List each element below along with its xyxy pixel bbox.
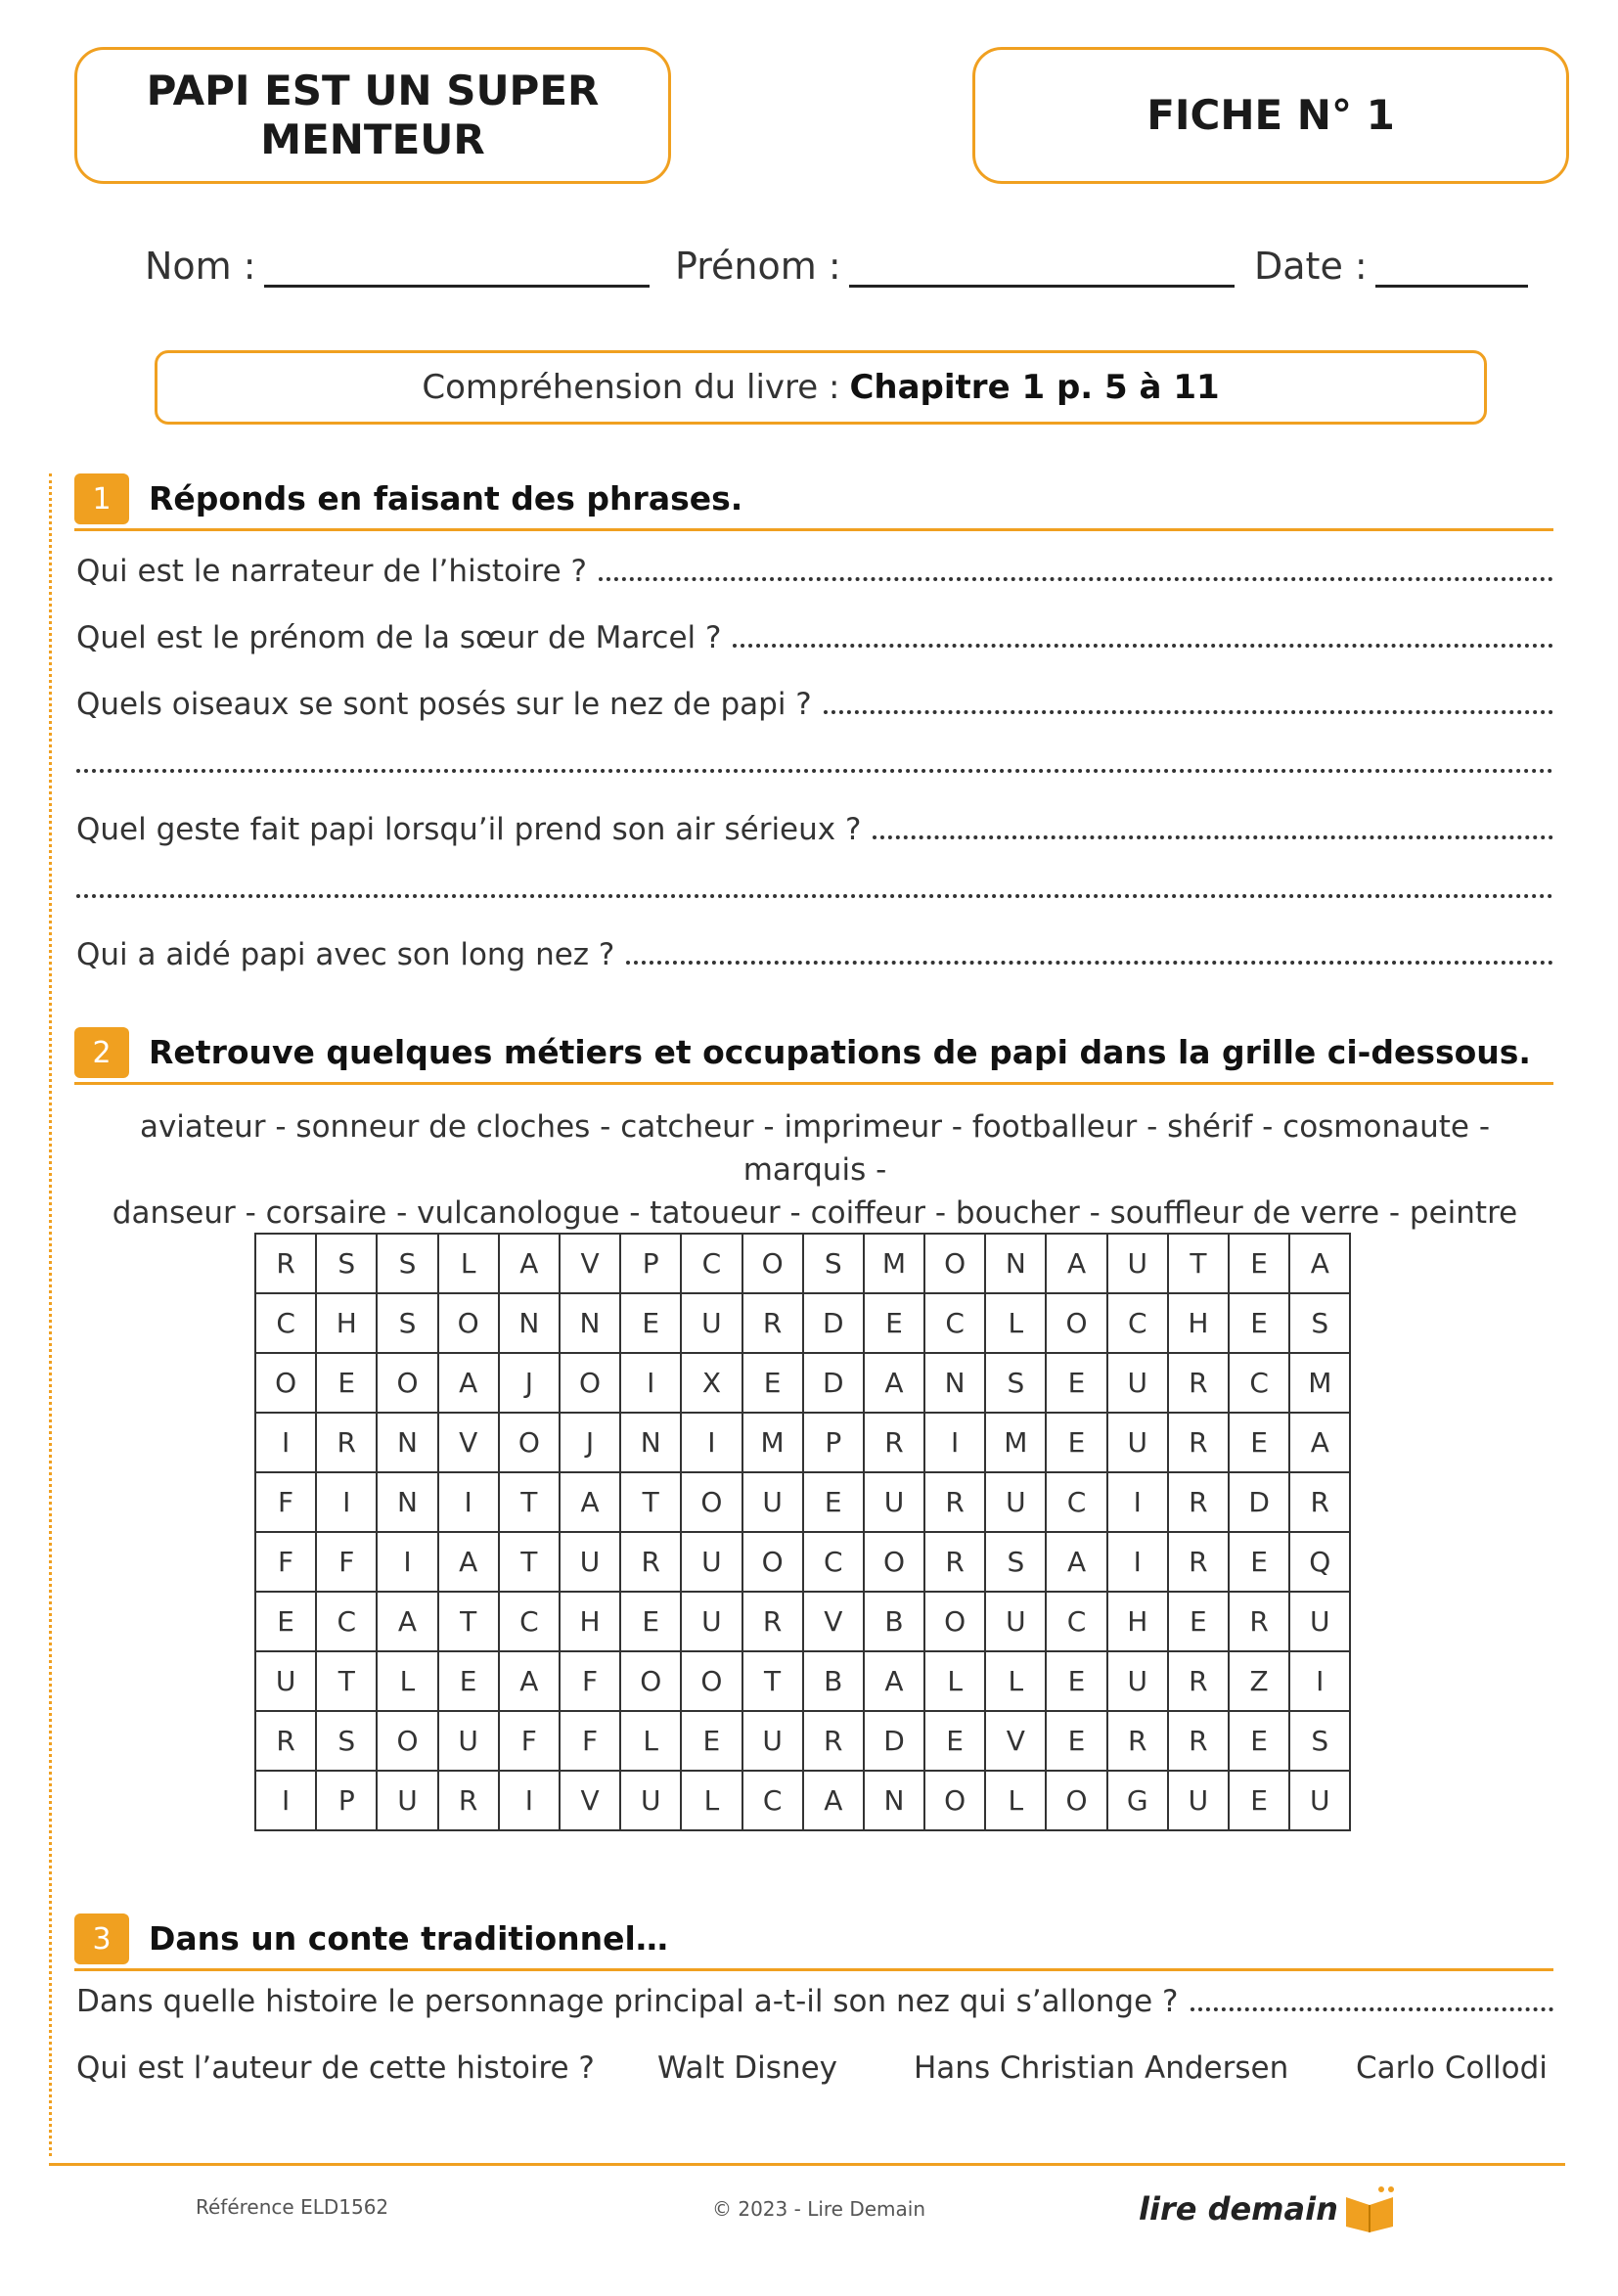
question-1-text: Qui est le narrateur de l’histoire ? [76,554,588,589]
grid-cell[interactable]: M [742,1413,803,1472]
grid-cell[interactable]: R [1168,1651,1229,1711]
chapter-prefix: Compréhension du livre : [422,368,840,407]
grid-cell[interactable]: C [255,1293,316,1353]
grid-row [255,1651,1350,1711]
grid-cell[interactable]: E [1046,1413,1106,1472]
grid-cell[interactable]: I [316,1472,377,1532]
grid-cell[interactable]: F [499,1711,560,1771]
grid-cell[interactable]: O [681,1651,742,1711]
chapter-title: Chapitre 1 p. 5 à 11 [849,368,1220,407]
name-field[interactable] [145,245,650,288]
grid-cell[interactable]: D [1229,1472,1289,1532]
book-icon [1342,2183,1397,2234]
grid-cell[interactable]: S [803,1234,864,1293]
grid-cell[interactable]: R [1168,1711,1229,1771]
grid-cell[interactable]: M [985,1413,1046,1472]
grid-cell[interactable]: Z [1229,1651,1289,1711]
grid-cell[interactable]: F [316,1532,377,1592]
grid-cell[interactable]: N [560,1293,620,1353]
grid-cell[interactable]: E [255,1592,316,1651]
grid-cell[interactable]: E [864,1293,924,1353]
question-4[interactable] [76,812,1553,847]
grid-cell[interactable]: U [681,1293,742,1353]
grid-cell[interactable]: C [1046,1472,1106,1532]
grid-cell[interactable]: A [864,1353,924,1413]
grid-cell[interactable]: S [316,1711,377,1771]
question-1[interactable] [76,554,1553,589]
section-3-title: Dans un conte traditionnel… [149,1919,668,1958]
grid-cell[interactable]: U [1107,1234,1168,1293]
word-list [76,1105,1553,1235]
grid-cell[interactable]: N [985,1234,1046,1293]
grid-cell[interactable]: V [560,1234,620,1293]
grid-row [255,1592,1350,1651]
grid-cell[interactable]: E [1046,1353,1106,1413]
grid-cell[interactable]: F [560,1651,620,1711]
grid-cell[interactable]: E [1229,1711,1289,1771]
grid-cell[interactable]: R [742,1592,803,1651]
grid-cell[interactable]: O [924,1592,985,1651]
grid-cell[interactable]: C [681,1234,742,1293]
grid-cell[interactable]: L [985,1293,1046,1353]
grid-cell[interactable]: H [560,1592,620,1651]
title-line-2: MENTEUR [260,115,485,163]
grid-cell[interactable]: C [803,1532,864,1592]
answer-line-extra[interactable] [76,769,1553,773]
grid-cell[interactable]: V [985,1711,1046,1771]
grid-cell[interactable]: A [560,1472,620,1532]
answer-line[interactable] [626,947,1553,965]
grid-cell[interactable]: N [377,1413,437,1472]
grid-cell[interactable]: V [803,1592,864,1651]
grid-cell[interactable]: A [803,1771,864,1830]
question-2[interactable] [76,620,1553,655]
grid-row [255,1234,1350,1293]
grid-cell[interactable]: R [438,1771,499,1830]
grid-cell[interactable]: T [1168,1234,1229,1293]
grid-cell[interactable]: F [255,1532,316,1592]
grid-cell[interactable]: A [1046,1532,1106,1592]
date-line[interactable] [1375,253,1528,288]
grid-cell[interactable]: C [742,1771,803,1830]
grid-cell[interactable]: T [742,1651,803,1711]
grid-cell[interactable]: U [742,1472,803,1532]
section-3-header [74,1913,1553,1971]
grid-cell[interactable]: R [316,1413,377,1472]
grid-cell[interactable]: U [1289,1771,1350,1830]
answer-line-extra[interactable] [76,894,1553,898]
grid-cell[interactable]: E [438,1651,499,1711]
name-line[interactable] [264,253,650,288]
question-tale-text: Dans quelle histoire le personnage principal a-t-il son nez qui s’allonge ? [76,1984,1179,2019]
grid-cell[interactable]: M [864,1234,924,1293]
firstname-line[interactable] [849,253,1235,288]
grid-cell[interactable]: L [438,1234,499,1293]
grid-cell[interactable]: P [316,1771,377,1830]
grid-cell[interactable]: B [803,1651,864,1711]
grid-cell[interactable]: U [560,1532,620,1592]
grid-cell[interactable]: R [1289,1472,1350,1532]
grid-cell[interactable]: O [742,1234,803,1293]
grid-cell[interactable]: S [316,1234,377,1293]
grid-cell[interactable]: D [803,1293,864,1353]
section-1-number: 1 [74,473,129,524]
grid-cell[interactable]: I [499,1771,560,1830]
author-option-3[interactable]: Carlo Collodi [1356,2050,1548,2086]
grid-cell[interactable]: A [1289,1234,1350,1293]
grid-row [255,1472,1350,1532]
grid-cell[interactable]: U [438,1711,499,1771]
grid-cell[interactable]: U [620,1771,681,1830]
grid-cell[interactable]: I [255,1771,316,1830]
grid-cell[interactable]: R [1168,1532,1229,1592]
grid-cell[interactable]: I [377,1532,437,1592]
grid-cell[interactable]: N [864,1771,924,1830]
grid-cell[interactable]: D [803,1353,864,1413]
grid-cell[interactable]: C [316,1592,377,1651]
grid-cell[interactable]: R [864,1413,924,1472]
grid-cell[interactable]: P [803,1413,864,1472]
grid-cell[interactable]: I [924,1413,985,1472]
grid-cell[interactable]: C [1046,1592,1106,1651]
grid-cell[interactable]: I [1107,1532,1168,1592]
grid-cell[interactable]: X [681,1353,742,1413]
grid-cell[interactable]: R [255,1711,316,1771]
question-2-text: Quel est le prénom de la sœur de Marcel ? [76,620,722,655]
left-margin-dots [49,473,52,2156]
grid-cell[interactable]: A [438,1353,499,1413]
logo-text: lire demain [1139,2190,1338,2228]
grid-cell[interactable]: I [681,1413,742,1472]
grid-cell[interactable]: T [620,1472,681,1532]
grid-row [255,1771,1350,1830]
grid-cell[interactable]: R [1107,1711,1168,1771]
section-2-title: Retrouve quelques métiers et occupations de papi dans la grille ci-dessous. [149,1033,1531,1071]
grid-cell[interactable]: O [681,1472,742,1532]
answer-line[interactable] [1191,1994,1554,2011]
grid-cell[interactable]: Q [1289,1532,1350,1592]
grid-cell[interactable]: T [499,1472,560,1532]
grid-cell[interactable]: A [864,1651,924,1711]
grid-cell[interactable]: T [499,1532,560,1592]
grid-cell[interactable]: S [1289,1711,1350,1771]
question-3-text: Quels oiseaux se sont posés sur le nez de papi ? [76,687,812,722]
grid-cell[interactable]: J [560,1413,620,1472]
grid-row [255,1293,1350,1353]
grid-cell[interactable]: R [803,1711,864,1771]
grid-cell[interactable]: C [1229,1353,1289,1413]
grid-row [255,1532,1350,1592]
grid-cell[interactable]: R [742,1293,803,1353]
grid-cell[interactable]: R [924,1472,985,1532]
grid-cell[interactable]: O [560,1353,620,1413]
grid-cell[interactable]: O [924,1234,985,1293]
grid-cell[interactable]: U [681,1592,742,1651]
firstname-field[interactable] [675,245,1235,288]
grid-cell[interactable]: R [1229,1592,1289,1651]
grid-cell[interactable]: C [499,1592,560,1651]
grid-cell[interactable]: E [924,1711,985,1771]
grid-cell[interactable]: E [681,1711,742,1771]
grid-cell[interactable]: E [316,1353,377,1413]
grid-row [255,1711,1350,1771]
grid-cell[interactable]: T [438,1592,499,1651]
grid-cell[interactable]: M [1289,1353,1350,1413]
grid-cell[interactable]: O [255,1353,316,1413]
copyright: © 2023 - Lire Demain [712,2197,926,2221]
grid-cell[interactable]: P [620,1234,681,1293]
grid-cell[interactable]: E [1046,1651,1106,1711]
grid-cell[interactable]: F [255,1472,316,1532]
lire-demain-logo [1139,2183,1397,2234]
grid-cell[interactable]: L [681,1771,742,1830]
grid-cell[interactable]: O [620,1651,681,1711]
section-1-title: Réponds en faisant des phrases. [149,479,743,518]
grid-cell[interactable]: D [864,1711,924,1771]
answer-line[interactable] [873,822,1553,839]
grid-cell[interactable]: E [1229,1293,1289,1353]
date-label: Date : [1254,245,1368,288]
grid-cell[interactable]: U [864,1472,924,1532]
grid-cell[interactable]: C [1107,1293,1168,1353]
word-list-line-2: danseur - corsaire - vulcanologue - tatoueur - coiffeur - boucher - souffleur de verre - peintre [112,1195,1518,1231]
grid-cell[interactable]: N [924,1353,985,1413]
grid-cell[interactable]: S [377,1234,437,1293]
grid-cell[interactable]: R [1168,1472,1229,1532]
grid-cell[interactable]: O [1046,1771,1106,1830]
answer-line[interactable] [599,563,1553,581]
section-3-number: 3 [74,1913,129,1964]
grid-cell[interactable]: E [1046,1711,1106,1771]
grid-cell[interactable]: R [620,1532,681,1592]
grid-cell[interactable]: H [316,1293,377,1353]
firstname-label: Prénom : [675,245,841,288]
grid-cell[interactable]: E [1229,1532,1289,1592]
grid-cell[interactable]: S [985,1532,1046,1592]
grid-cell[interactable]: A [499,1234,560,1293]
grid-cell[interactable]: S [377,1293,437,1353]
date-field[interactable] [1254,245,1528,288]
grid-cell[interactable]: I [620,1353,681,1413]
grid-cell[interactable]: E [1229,1413,1289,1472]
grid-cell[interactable]: I [255,1413,316,1472]
grid-cell[interactable]: B [864,1592,924,1651]
section-2-number: 2 [74,1027,129,1078]
name-label: Nom : [145,245,256,288]
grid-cell[interactable]: E [1168,1592,1229,1651]
footer-divider [49,2163,1565,2166]
title-line-1: PAPI EST UN SUPER [146,67,600,114]
section-2-header [74,1027,1553,1085]
grid-cell[interactable]: I [1107,1472,1168,1532]
grid-cell[interactable]: U [1107,1353,1168,1413]
grid-row [255,1353,1350,1413]
question-4-text: Quel geste fait papi lorsqu’il prend son air sérieux ? [76,812,862,847]
grid-cell[interactable]: L [985,1771,1046,1830]
grid-cell[interactable]: U [1289,1592,1350,1651]
grid-cell[interactable]: R [255,1234,316,1293]
grid-cell[interactable]: H [1168,1293,1229,1353]
grid-cell[interactable]: A [438,1532,499,1592]
grid-cell[interactable]: U [255,1651,316,1711]
word-list-line-1: aviateur - sonneur de cloches - catcheur - imprimeur - footballeur - shérif - cosmonaute - marquis - [139,1109,1491,1188]
grid-cell[interactable]: U [985,1592,1046,1651]
grid-cell[interactable]: I [438,1472,499,1532]
word-search-grid[interactable] [254,1233,1351,1831]
grid-cell[interactable]: O [742,1532,803,1592]
author-option-1[interactable]: Walt Disney [657,2050,837,2086]
grid-cell[interactable]: E [803,1472,864,1532]
grid-cell[interactable]: S [985,1353,1046,1413]
grid-cell[interactable]: A [377,1592,437,1651]
grid-cell[interactable]: L [620,1711,681,1771]
reference: Référence ELD1562 [196,2195,389,2219]
sheet-number: FICHE N° 1 [1146,91,1395,139]
grid-cell[interactable]: V [560,1771,620,1830]
grid-row [255,1413,1350,1472]
grid-cell[interactable]: U [1168,1771,1229,1830]
grid-cell[interactable]: U [1107,1413,1168,1472]
question-3[interactable] [76,687,1553,722]
grid-cell[interactable]: O [864,1532,924,1592]
grid-cell[interactable]: E [742,1353,803,1413]
grid-cell[interactable]: E [1229,1771,1289,1830]
grid-cell[interactable]: C [924,1293,985,1353]
grid-cell[interactable]: S [1289,1293,1350,1353]
grid-cell[interactable]: O [924,1771,985,1830]
grid-cell[interactable]: A [499,1651,560,1711]
grid-cell[interactable]: O [499,1413,560,1472]
grid-cell[interactable]: J [499,1353,560,1413]
grid-cell[interactable]: L [985,1651,1046,1711]
grid-cell[interactable]: U [985,1472,1046,1532]
grid-cell[interactable]: G [1107,1771,1168,1830]
grid-cell[interactable]: N [499,1293,560,1353]
answer-line[interactable] [733,630,1553,648]
section-1-header [74,473,1553,531]
grid-cell[interactable]: R [924,1532,985,1592]
grid-cell[interactable]: U [742,1711,803,1771]
title-box [74,47,671,184]
grid-cell[interactable]: O [1046,1293,1106,1353]
grid-cell[interactable]: E [620,1592,681,1651]
grid-cell[interactable]: U [1107,1651,1168,1711]
grid-cell[interactable]: L [924,1651,985,1711]
grid-cell[interactable]: F [560,1711,620,1771]
question-5[interactable] [76,937,1553,972]
grid-cell[interactable]: O [438,1293,499,1353]
grid-cell[interactable]: T [316,1651,377,1711]
grid-cell[interactable]: O [377,1711,437,1771]
grid-cell[interactable]: O [377,1353,437,1413]
grid-cell[interactable]: A [1046,1234,1106,1293]
grid-cell[interactable]: H [1107,1592,1168,1651]
grid-cell[interactable]: E [1229,1234,1289,1293]
grid-cell[interactable]: U [377,1771,437,1830]
grid-cell[interactable]: L [377,1651,437,1711]
grid-cell[interactable]: V [438,1413,499,1472]
grid-cell[interactable]: I [1289,1651,1350,1711]
grid-cell[interactable]: E [620,1293,681,1353]
question-5-text: Qui a aidé papi avec son long nez ? [76,937,615,972]
grid-cell[interactable]: N [377,1472,437,1532]
chapter-box [155,350,1487,425]
question-tale[interactable] [76,1984,1553,2019]
sheet-number-box [972,47,1569,184]
author-option-2[interactable]: Hans Christian Andersen [914,2050,1289,2086]
grid-cell[interactable]: R [1168,1413,1229,1472]
grid-cell[interactable]: A [1289,1413,1350,1472]
question-author-text: Qui est l’auteur de cette histoire ? [76,2050,595,2086]
grid-cell[interactable]: R [1168,1353,1229,1413]
answer-line[interactable] [824,697,1553,714]
grid-cell[interactable]: U [681,1532,742,1592]
grid-cell[interactable]: N [620,1413,681,1472]
